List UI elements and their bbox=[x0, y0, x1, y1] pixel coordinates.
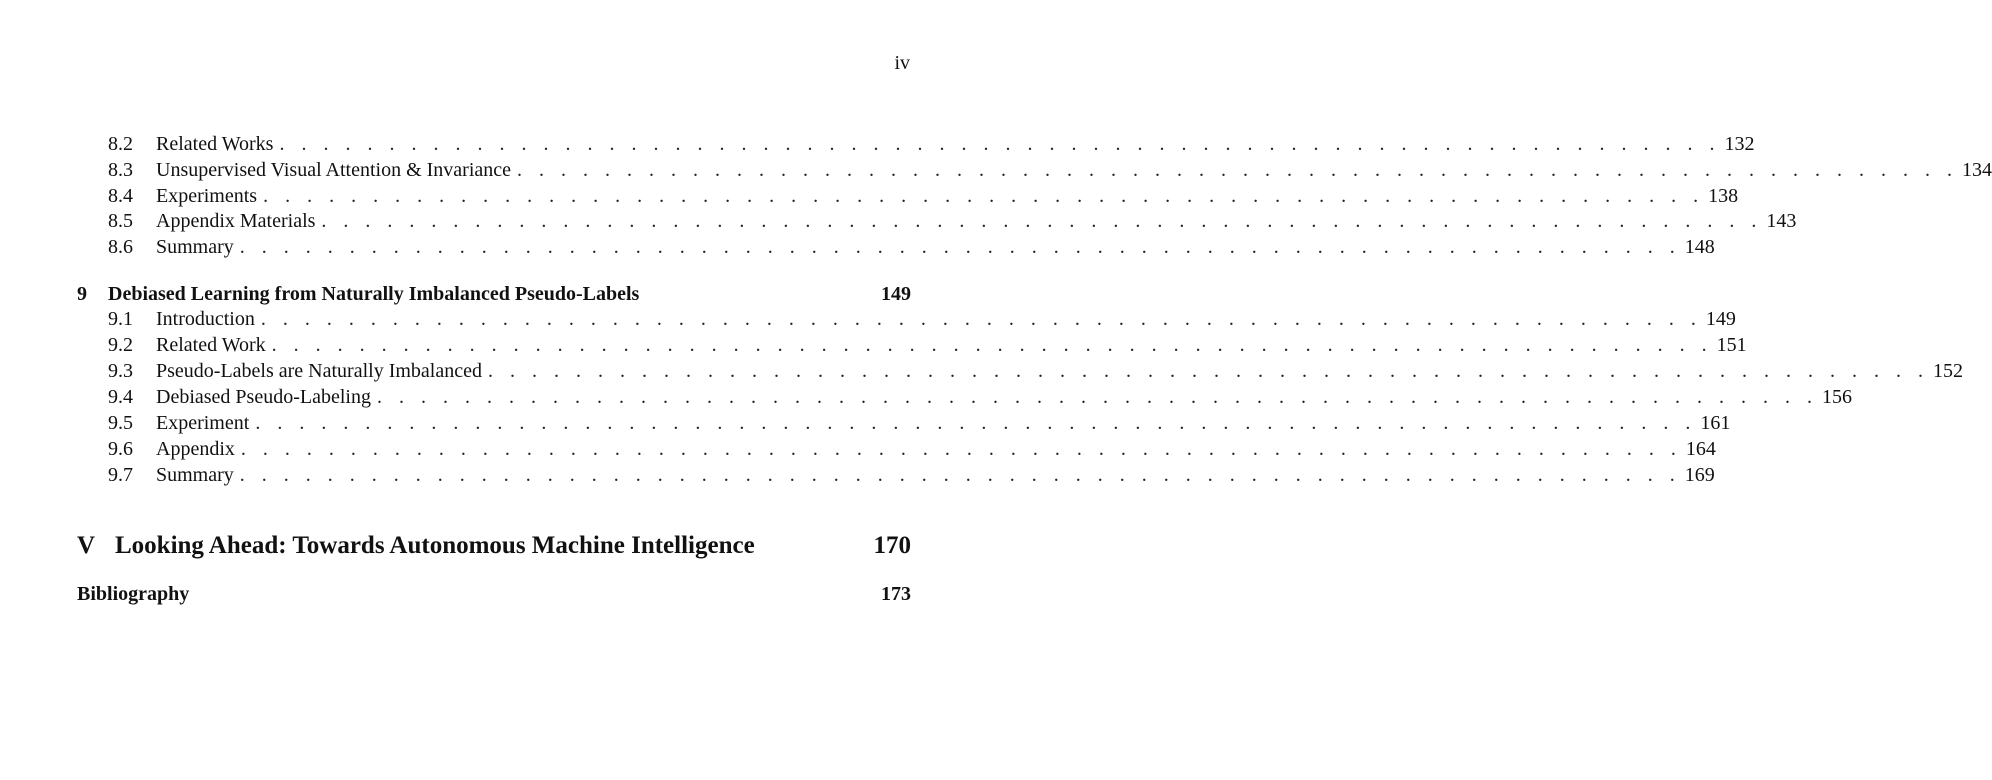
section-title: Pseudo-Labels are Naturally Imbalanced bbox=[156, 360, 482, 382]
part-title: Looking Ahead: Towards Autonomous Machine Intelligence bbox=[115, 532, 755, 559]
chapter-page: 149 bbox=[881, 283, 911, 305]
toc-entry-9-2[interactable] bbox=[108, 332, 1747, 358]
section-number: 9.7 bbox=[108, 464, 133, 486]
toc-part-5[interactable] bbox=[77, 529, 911, 563]
leader-dots: . . . . . . . . . . . . . . . . . . . . . . . . . . . . . . . . . . . . . . . . . . . . . . . . . . . . . . . . . . . . . . . . . . bbox=[279, 133, 1721, 155]
part-number: V bbox=[77, 532, 96, 559]
section-number: 9.6 bbox=[108, 438, 133, 460]
section-page: 148 bbox=[1684, 236, 1715, 258]
section-number: 8.5 bbox=[108, 210, 133, 232]
leader-dots: . . . . . . . . . . . . . . . . . . . . . . . . . . . . . . . . . . . . . . . . . . . . . . . . . . . . . . . . . . . . . . . . . . bbox=[255, 412, 1697, 434]
toc-entry-9-6[interactable] bbox=[108, 436, 1716, 462]
toc-chapter-9[interactable] bbox=[77, 281, 911, 307]
section-page: 164 bbox=[1685, 438, 1716, 460]
section-number: 9.1 bbox=[108, 308, 133, 330]
section-page: 156 bbox=[1821, 386, 1852, 408]
leader-dots: . . . . . . . . . . . . . . . . . . . . . . . . . . . . . . . . . . . . . . . . . . . . . . . . . . . . . . . . . . . . . . . . . . bbox=[376, 386, 1818, 408]
leader-dots: . . . . . . . . . . . . . . . . . . . . . . . . . . . . . . . . . . . . . . . . . . . . . . . . . . . . . . . . . . . . . . . . . . bbox=[239, 236, 1681, 258]
section-page: 134 bbox=[1962, 159, 1992, 181]
section-title: Summary bbox=[156, 236, 234, 258]
section-number: 9.3 bbox=[108, 360, 133, 382]
section-page: 143 bbox=[1766, 210, 1797, 232]
section-number: 9.2 bbox=[108, 334, 133, 356]
toc-entry-9-7[interactable] bbox=[108, 462, 1715, 488]
page-number: iv bbox=[894, 52, 910, 74]
section-page: 152 bbox=[1932, 360, 1963, 382]
bibliography-page: 173 bbox=[881, 583, 911, 605]
section-page: 132 bbox=[1724, 133, 1755, 155]
section-number: 8.4 bbox=[108, 185, 133, 207]
section-page: 169 bbox=[1684, 464, 1715, 486]
toc-entry-8-2[interactable] bbox=[108, 131, 1755, 157]
section-title: Experiments bbox=[156, 185, 258, 207]
section-title: Introduction bbox=[156, 308, 255, 330]
leader-dots: . . . . . . . . . . . . . . . . . . . . . . . . . . . . . . . . . . . . . . . . . . . . . . . . . . . . . . . . . . . . . . . . . . bbox=[517, 159, 1959, 181]
section-page: 161 bbox=[1700, 412, 1731, 434]
leader-dots: . . . . . . . . . . . . . . . . . . . . . . . . . . . . . . . . . . . . . . . . . . . . . . . . . . . . . . . . . . . . . . . . . . bbox=[239, 464, 1681, 486]
toc-entry-8-5[interactable] bbox=[108, 208, 1797, 234]
section-page: 149 bbox=[1705, 308, 1736, 330]
section-title: Unsupervised Visual Attention & Invariance bbox=[156, 159, 512, 181]
section-number: 9.5 bbox=[108, 412, 133, 434]
chapter-title: Debiased Learning from Naturally Imbalanced Pseudo-Labels bbox=[108, 283, 640, 305]
leader-dots: . . . . . . . . . . . . . . . . . . . . . . . . . . . . . . . . . . . . . . . . . . . . . . . . . . . . . . . . . . . . . . . . . . bbox=[260, 308, 1702, 330]
toc-entry-9-4[interactable] bbox=[108, 384, 1852, 410]
toc-entry-9-3[interactable] bbox=[108, 358, 1963, 384]
section-title: Appendix bbox=[156, 438, 235, 460]
section-number: 8.6 bbox=[108, 236, 133, 258]
part-page: 170 bbox=[873, 532, 911, 559]
section-title: Related Works bbox=[156, 133, 274, 155]
toc-entry-8-3[interactable] bbox=[108, 157, 1992, 183]
toc-entry-9-5[interactable] bbox=[108, 410, 1731, 436]
toc-bibliography[interactable] bbox=[77, 581, 911, 607]
section-title: Related Work bbox=[156, 334, 266, 356]
toc-entry-9-1[interactable] bbox=[108, 306, 1736, 332]
leader-dots: . . . . . . . . . . . . . . . . . . . . . . . . . . . . . . . . . . . . . . . . . . . . . . . . . . . . . . . . . . . . . . . . . . bbox=[487, 360, 1929, 382]
section-title: Debiased Pseudo-Labeling bbox=[156, 386, 371, 408]
leader-dots: . . . . . . . . . . . . . . . . . . . . . . . . . . . . . . . . . . . . . . . . . . . . . . . . . . . . . . . . . . . . . . . . . . bbox=[321, 210, 1763, 232]
section-number: 9.4 bbox=[108, 386, 133, 408]
section-page: 151 bbox=[1716, 334, 1747, 356]
toc-entry-8-4[interactable] bbox=[108, 183, 1739, 209]
chapter-number: 9 bbox=[77, 283, 87, 305]
section-number: 8.3 bbox=[108, 159, 133, 181]
section-title: Appendix Materials bbox=[156, 210, 316, 232]
toc-entry-8-6[interactable] bbox=[108, 234, 1715, 260]
section-title: Experiment bbox=[156, 412, 250, 434]
leader-dots: . . . . . . . . . . . . . . . . . . . . . . . . . . . . . . . . . . . . . . . . . . . . . . . . . . . . . . . . . . . . . . . . . . bbox=[240, 438, 1682, 460]
section-page: 138 bbox=[1708, 185, 1739, 207]
leader-dots: . . . . . . . . . . . . . . . . . . . . . . . . . . . . . . . . . . . . . . . . . . . . . . . . . . . . . . . . . . . . . . . . . . bbox=[263, 185, 1705, 207]
section-title: Summary bbox=[156, 464, 234, 486]
bibliography-title: Bibliography bbox=[77, 583, 190, 605]
leader-dots: . . . . . . . . . . . . . . . . . . . . . . . . . . . . . . . . . . . . . . . . . . . . . . . . . . . . . . . . . . . . . . . . . . bbox=[271, 334, 1713, 356]
section-number: 8.2 bbox=[108, 133, 133, 155]
